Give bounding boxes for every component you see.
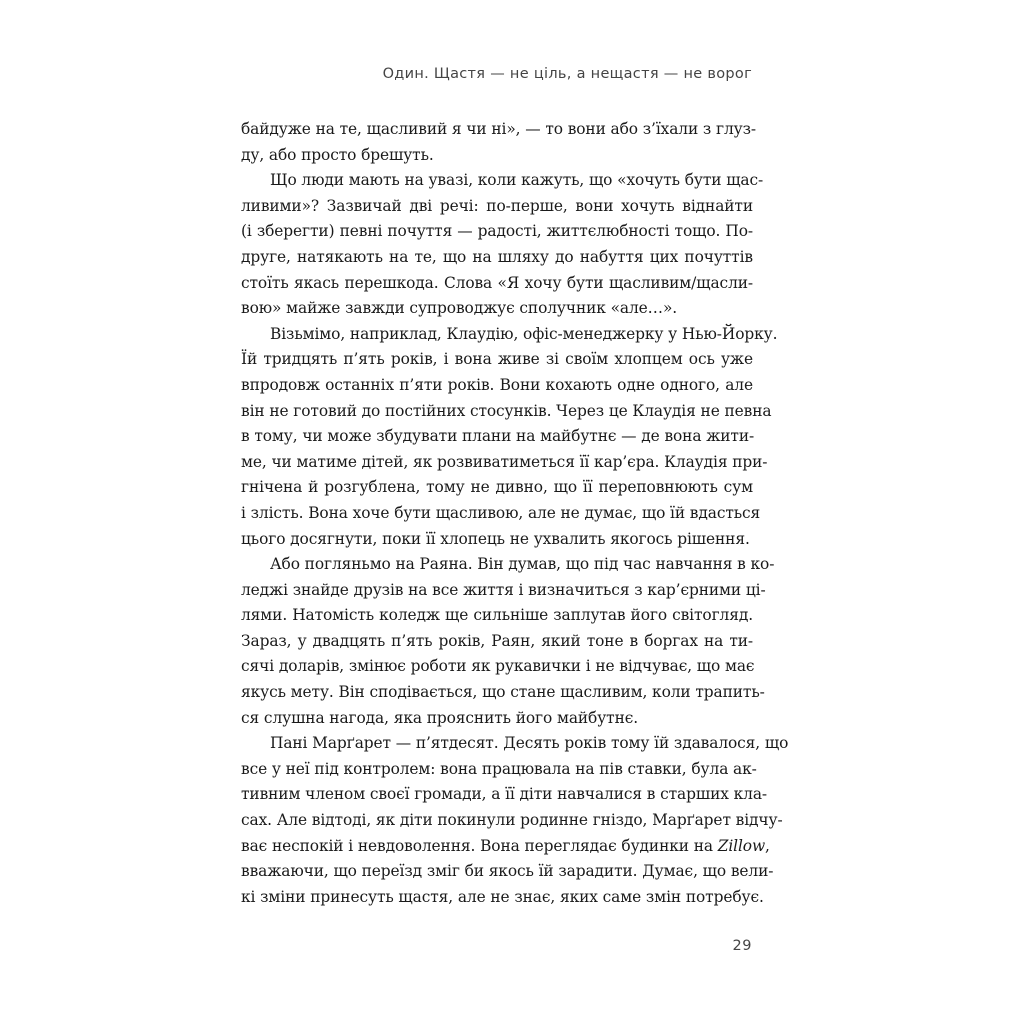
text-line: сячі доларів, змінює роботи як рукавички і не відчуває, що має (241, 657, 755, 676)
text-line: впродовж останніх п’яти років. Вони кохають одне одного, але (241, 375, 753, 394)
text-line: Або погляньмо на Раяна. Він думав, що під час навчання в ко- (270, 555, 775, 574)
text-line: ся слушна нагода, яка прояснить його майбутнє. (241, 708, 639, 727)
page-number: 29 (732, 938, 752, 954)
text-line: і злість. Вона хоче бути щасливою, але не думає, що їй вдасться (241, 503, 761, 522)
text-line: гнічена й розгублена, тому не дивно, що її переповнюють сум (241, 478, 753, 497)
text-line: друге, натякають на те, що на шляху до набуття цих почуттів (241, 247, 753, 266)
text-line: Візьмімо, наприклад, Клаудію, офіс-менеджерку у Нью-Йорку. (270, 324, 778, 343)
text-line: Зараз, у двадцять п’ять років, Раян, який тоне в боргах на ти- (241, 631, 753, 650)
paragraph (241, 322, 778, 552)
text-line: стоїть якась перешкода. Слова «Я хочу бути щасливим/щасли- (241, 273, 753, 292)
text-line: кі зміни принесуть щастя, але не знає, яких саме змін потребує. (241, 887, 764, 906)
text-line: все у неї під контролем: вона працювала на пів ставки, була ак- (241, 759, 757, 778)
text-line: Пані Марґарет — п’ятдесят. Десять років тому їй здавалося, що (270, 734, 789, 753)
text-line: вважаючи, що переїзд зміг би якось їй зарадити. Думає, що вели- (241, 862, 774, 881)
text-line: якусь мету. Він сподівається, що стане щасливим, коли трапить- (241, 683, 765, 702)
paragraph (241, 552, 775, 731)
text-line: ливими»? Зазвичай дві речі: по-перше, вони хочуть віднайти (241, 196, 753, 215)
text-line: він не готовий до постійних стосунків. Через це Клаудія не певна (241, 401, 772, 420)
running-head: Один. Щастя — не ціль, а нещастя — не ворог (382, 66, 752, 82)
text-line: вою» майже завжди супроводжує сполучник «але…». (241, 299, 678, 318)
text-line: байдуже на те, щасливий я чи ні», — то вони або з’їхали з глуз- (241, 120, 757, 138)
paragraph (241, 117, 757, 168)
text-line: Їй тридцять п’ять років, і вона живе зі своїм хлопцем ось уже (241, 350, 753, 369)
body-text (241, 117, 789, 910)
paragraph (241, 731, 789, 910)
text-line: сах. Але відтоді, як діти покинули родинне гніздо, Марґарет відчу- (241, 811, 783, 830)
text-line: Що люди мають на увазі, коли кажуть, що «хочуть бути щас- (270, 171, 764, 190)
text-line: цього досягнути, поки її хлопець не ухвалить якогось рішення. (241, 529, 750, 548)
italic-term: Zillow (717, 836, 766, 855)
text-line: тивним членом своєї громади, а її діти навчалися в старших кла- (241, 785, 768, 804)
text-line: лями. Натомість коледж ще сильніше заплутав його світогляд. (241, 606, 753, 625)
text-line: ме, чи матиме дітей, як розвиватиметься її кар’єра. Клаудія при- (241, 452, 768, 471)
text-line: (і зберегти) певні почуття — радості, життєлюбності тощо. По- (241, 222, 753, 241)
text-line: леджі знайде друзів на все життя і визначиться з кар’єрними ці- (241, 580, 766, 599)
text-line: ває неспокій і невдоволення. Вона переглядає будинки на Zillow, (241, 836, 770, 855)
paragraph (241, 168, 764, 322)
text-line: в тому, чи може збудувати плани на майбутнє — де вона жити- (241, 427, 755, 446)
text-line: ду, або просто брешуть. (241, 145, 434, 164)
